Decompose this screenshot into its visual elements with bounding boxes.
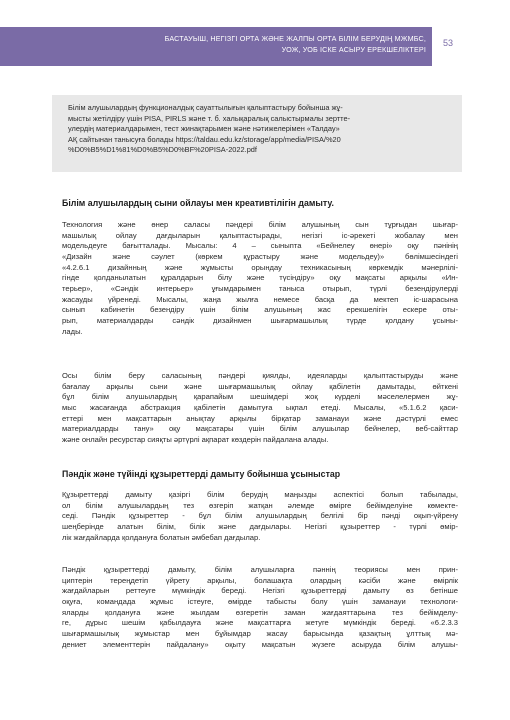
paragraph-line: Құзыреттерді дамыту қазіргі білім берудің маңызды аспектісі болып табылады, <box>62 490 458 499</box>
paragraph-line: Пәндік құзыреттерді дамыту, білім алушыларға пәннің теориясы мен прин- <box>62 565 458 574</box>
paragraph-line: Технология және өнер саласы пәндері білім алушының сын тұрғыдан шығар- <box>62 220 458 229</box>
info-box-link-line[interactable]: %D0%B5%D1%81%D0%B5%D0%BF%20PISA-2022.pdf <box>68 145 257 155</box>
paragraph-line: еттері мен мақсаттарын анықтау арқылы бірқатар заманауи және дәстүрлі емес <box>62 413 458 423</box>
paragraph-line: және онлайн ресурстар сияқты әртүрлі ақпарат көздерін пайдалана алады. <box>62 434 329 444</box>
paragraph-line: материалдарды тану» оқу мақсатары үшін білім алушылар бейнелер, веб-сайттар <box>62 424 458 434</box>
paragraph-line: гінде қолданылатын құралдарын білу және түсіндіру» оқу мақсаты арқылы «Ин- <box>62 273 458 283</box>
paragraph-line: жасауды үйренеді. Мысалы, жаңа жылға немесе басқа да мектеп іс-шарасына <box>62 294 458 304</box>
paragraph-line: лады. <box>62 326 83 336</box>
paragraph-line: модельдеуге бағытталады. Мысалы: 4 – сыныпта «Бейнелеу өнері» оқу пәнінің <box>62 241 458 251</box>
paragraph <box>62 565 458 650</box>
paragraph-line: терьер», «Сәндік интерьер» ұғымдарымен таныса отырып, түрлі безендірулерді <box>62 283 458 293</box>
paragraph-line: машылық ойлау дағдыларын қалыптастырады, негізгі іс-әрекеті жобалау мен <box>62 230 458 240</box>
paragraph-line: бұл білім алушылардың қарапайым шешімдері жоқ күрделі мәселелермен жұ- <box>62 392 458 402</box>
paragraph-line: жағдайларын реттеуге мүмкіндік береді. Негізгі құзыреттерді дамыту өз бетінше <box>62 586 458 596</box>
paragraph-line: дениет элементтерін пайдалану» оқыту мақсатын жүзеге асыруда білім алушы- <box>62 639 458 649</box>
paragraph-line: оқуға, командада жұмыс істеуге, өмірде табысты болу үшін заманауи технологи- <box>62 596 458 606</box>
paragraph-line: ол білім алушылардың тез өзгеріп жатқан әлемде өмірге бейімделуіне көмекте- <box>62 500 458 510</box>
header-title-line-1: БАСТАУЫШ, НЕГІЗГІ ОРТА ЖӘНЕ ЖАЛПЫ ОРТА БІЛІМ БЕРУДІҢ МЖМБС, <box>164 34 426 43</box>
header-title-line-2: УОЖ, УОБ ІСКЕ АСЫРУ ЕРЕКШЕЛІКТЕРІ <box>281 45 426 54</box>
info-box-line: мысты жетілдіру үшін PISA, PIRLS және т. б. халықаралық салыстырмалы зертте- <box>68 113 351 123</box>
paragraph <box>62 220 458 337</box>
paragraph <box>62 371 458 446</box>
paragraph-line: сынып кабинетін безендіру үшін білім алушының жас ерекшелігін ескере оты- <box>62 305 458 315</box>
paragraph-line: лік жағдайларда қолдануға болатын әмбебап дағдылар. <box>62 532 261 542</box>
paragraph-line: седі. Пәндік құзыреттер - бұл білім алушылардың белгілі бір пәнді оқып-үйрену <box>62 511 458 521</box>
info-box-line: Білім алушылардың функционалдық сауаттылығын қалыптастыру бойынша жұ- <box>68 103 343 112</box>
paragraph-line: мыс жасағанда абстракция қабілетін дамытуға ықпал етеді. Мысалы, «5.1.6.2 қаси- <box>62 402 458 412</box>
header-title <box>26 33 426 55</box>
paragraph-line: циптерін тереңдетіп үйрету арқылы, болашақта олардың кәсіби және өмірлік <box>62 575 458 585</box>
paragraph-line: «Дизайн және сәулет (көркем құрастыру және модельдеу)» бөлімшесіндегі <box>62 251 458 261</box>
info-box-line: улердің материалдарымен, тест жинақтарымен және нәтижелерімен «Талдау» <box>68 124 340 134</box>
header-band <box>0 27 432 66</box>
page-number: 53 <box>442 38 453 48</box>
info-box-link-line[interactable]: АҚ сайтынан танысуға болады https://taldau.edu.kz/storage/app/media/PISA/%20 <box>68 134 341 144</box>
paragraph-line: ге, дұрыс шешім қабылдауға және мақсаттарға жетуге мүмкіндік береді. «6.2.3.3 <box>62 618 458 628</box>
paragraph-line: рып, материалдарды сәндік дизайнмен шығармашылық түрде қолдану ұсыны- <box>62 315 458 325</box>
section-heading-critical-thinking: Білім алушылардың сыни ойлауы мен креативтілігін дамыту. <box>62 198 334 208</box>
paragraph-line: шеңберінде алатын білім, білік және дағдылары. Негізгі құзыреттер - түрлі өмір- <box>62 521 458 531</box>
paragraph-line: бағалау арқылы сыни және шығармашылық ойлау қабілетін дамытады, өйткені <box>62 381 458 391</box>
paragraph-line: яларды қолдануға және жылдам өзгеретін заман жағдаяттарына тез бейімделу- <box>62 607 458 617</box>
paragraph <box>62 490 458 543</box>
paragraph-line: Осы білім беру саласының пәндері қиялды, идеяларды қалыптастыруды және <box>62 371 458 380</box>
paragraph-line: «4.2.6.1 дизайнның және жұмысты орындау техникасының көркемдік мәнерлілі- <box>62 262 458 272</box>
info-box <box>52 95 462 172</box>
paragraph-line: шығармашылық жұмыстар мен бұйымдар жасау барысында қазақтың ұлттық мә- <box>62 628 458 638</box>
section-heading-competences: Пәндік және түйінді құзыреттерді дамыту бойынша ұсыныстар <box>62 469 341 479</box>
